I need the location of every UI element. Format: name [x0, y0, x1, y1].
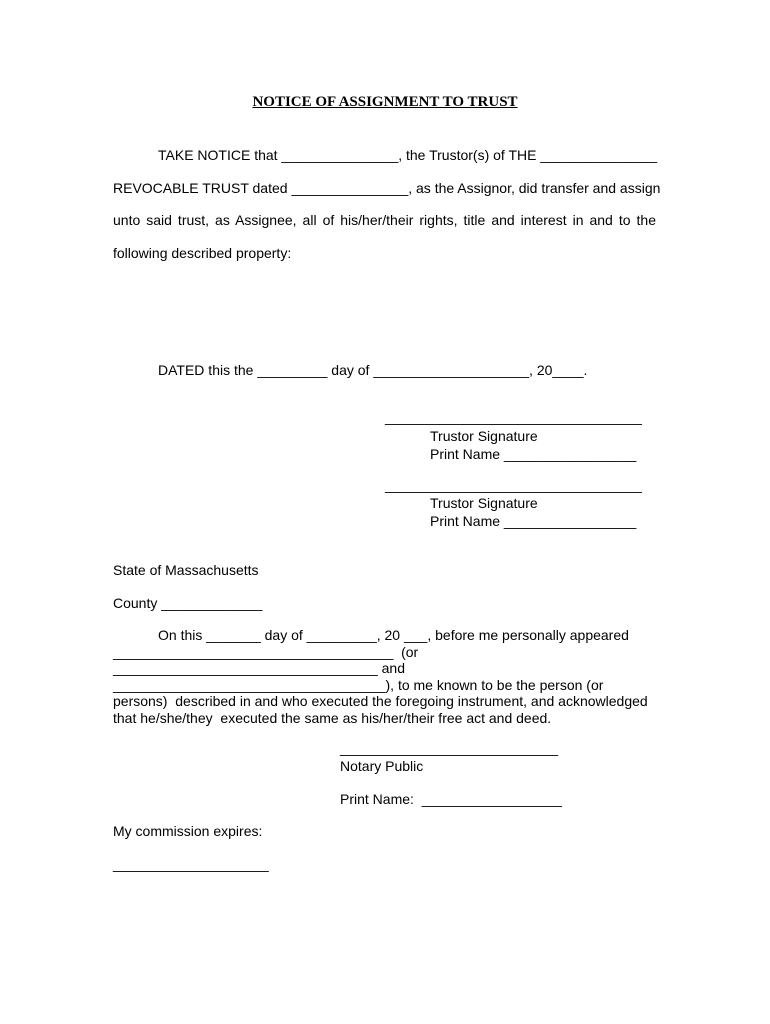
- trustor-print-name-2: Print Name _________________: [430, 513, 637, 529]
- dated-line: DATED this the _________ day of ____________________, 20____.: [158, 362, 588, 378]
- notary-line-6: that he/she/they executed the same as his/her/their free act and deed.: [113, 709, 552, 726]
- notary-line-5: persons) described in and who executed the foregoing instrument, and acknowledged: [113, 693, 648, 709]
- commission-expires-label: My commission expires:: [113, 823, 263, 839]
- trustor-signature-line-2: _________________________________: [385, 477, 642, 493]
- notary-line-1: On this _______ day of _________, 20 ___, before me personally appeared: [158, 627, 629, 643]
- intro-line-4: following described property:: [113, 244, 292, 261]
- intro-line-1: TAKE NOTICE that _______________, the Trustor(s) of THE _______________: [158, 147, 658, 163]
- county-label: County _____________: [113, 595, 263, 611]
- state-label: State of Massachusetts: [113, 562, 259, 578]
- trustor-signature-line-1: _________________________________: [385, 409, 642, 425]
- intro-line-2: REVOCABLE TRUST dated _______________, as the Assignor, did transfer and assign: [113, 179, 661, 196]
- notary-acknowledgment: [113, 627, 673, 726]
- notary-line-4: ___________________________________), to me known to be the person (or: [113, 676, 604, 693]
- trustor-print-name-1: Print Name _________________: [430, 446, 637, 462]
- document-title: NOTICE OF ASSIGNMENT TO TRUST: [252, 94, 518, 110]
- notary-line-3: __________________________________ and: [113, 660, 405, 676]
- trustor-signature-label-2: Trustor Signature: [430, 495, 538, 511]
- notary-line-2: ____________________________________ (or: [113, 643, 419, 660]
- notary-public-label: Notary Public: [340, 758, 424, 774]
- commission-expires-line: ____________________: [113, 856, 269, 872]
- intro-paragraph: [113, 139, 661, 269]
- notary-signature-line: ____________________________: [340, 740, 559, 756]
- intro-line-3: unto said trust, as Assignee, all of his/her/their rights, title and interest in and to the: [113, 212, 656, 228]
- notary-print-name: Print Name: __________________: [340, 791, 562, 807]
- trustor-signature-label-1: Trustor Signature: [430, 428, 538, 444]
